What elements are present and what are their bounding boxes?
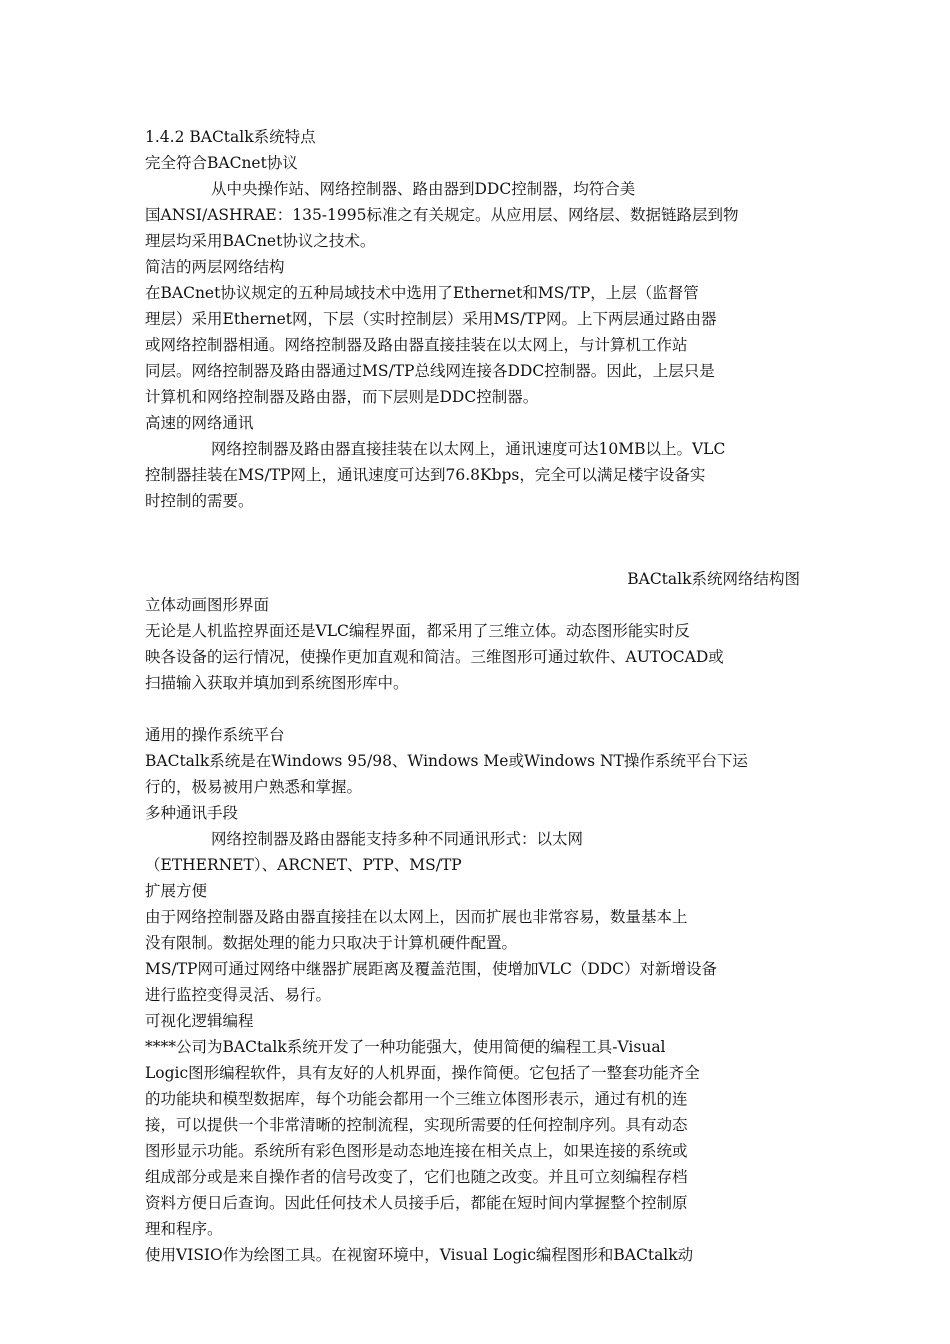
paragraph-line: 网络控制器及路由器直接挂装在以太网上，通讯速度可达10MB以上。VLC (211, 440, 726, 458)
subheading-two-layer-network: 简洁的两层网络结构 (145, 258, 285, 276)
paragraph-line: BACtalk系统是在Windows 95/98、Windows Me或Windows NT操作系统平台下运 (145, 752, 748, 770)
paragraph-line: ****公司为BACtalk系统开发了一种功能强大，使用简便的编程工具-Visual (145, 1038, 666, 1056)
subheading-bacnet-compliance: 完全符合BACnet协议 (145, 154, 298, 172)
paragraph-line: 映各设备的运行情况，使操作更加直观和简洁。三维图形可通过软件、AUTOCAD或 (145, 648, 724, 666)
paragraph-line: 资料方便日后查询。因此任何技术人员接手后，都能在短时间内掌握整个控制原 (145, 1194, 688, 1212)
paragraph-line: 从中央操作站、网络控制器、路由器到DDC控制器，均符合美 (211, 180, 636, 198)
paragraph-line: 进行监控变得灵活、易行。 (145, 986, 332, 1004)
paragraph-line: 行的，极易被用户熟悉和掌握。 (145, 778, 363, 796)
paragraph-line: 没有限制。数据处理的能力只取决于计算机硬件配置。 (145, 934, 518, 952)
paragraph-line: 或网络控制器相通。网络控制器及路由器直接挂装在以太网上，与计算机工作站 (145, 336, 688, 354)
paragraph-line: Logic图形编程软件，具有友好的人机界面，操作简便。它包括了一整套功能齐全 (145, 1064, 700, 1082)
paragraph-line: 网络控制器及路由器能支持多种不同通讯形式：以太网 (211, 830, 584, 848)
paragraph-line: 理和程序。 (145, 1220, 223, 1238)
paragraph-line: 无论是人机监控界面还是VLC编程界面，都采用了三维立体。动态图形能实时反 (145, 622, 690, 640)
paragraph-line: MS/TP网可通过网络中继器扩展距离及覆盖范围，使增加VLC（DDC）对新增设备 (145, 960, 718, 978)
subheading-3d-interface: 立体动画图形界面 (145, 596, 270, 614)
subheading-high-speed-comm: 高速的网络通讯 (145, 414, 254, 432)
figure-caption: BACtalk系统网络结构图 (627, 570, 800, 588)
paragraph-line: 时控制的需要。 (145, 492, 254, 510)
paragraph-line: 计算机和网络控制器及路由器，而下层则是DDC控制器。 (145, 388, 539, 406)
subheading-visual-logic: 可视化逻辑编程 (145, 1012, 254, 1030)
paragraph-line: 的功能块和模型数据库，每个功能会都用一个三维立体图形表示，通过有机的连 (145, 1090, 688, 1108)
section-heading-features: 1.4.2 BACtalk系统特点 (145, 128, 316, 146)
paragraph-line: 组成部分或是来自操作者的信号改变了，它们也随之改变。并且可立刻编程存档 (145, 1168, 688, 1186)
subheading-comm-methods: 多种通讯手段 (145, 804, 239, 822)
paragraph-line: 扫描输入获取并填加到系统图形库中。 (145, 674, 409, 692)
paragraph-line: 图形显示功能。系统所有彩色图形是动态地连接在相关点上，如果连接的系统或 (145, 1142, 688, 1160)
paragraph-line: 使用VISIO作为绘图工具。在视窗环境中，Visual Logic编程图形和BACtalk动 (145, 1246, 694, 1264)
paragraph-line: 由于网络控制器及路由器直接挂在以太网上，因而扩展也非常容易，数量基本上 (145, 908, 688, 926)
paragraph-line: 理层均采用BACnet协议之技术。 (145, 232, 376, 250)
paragraph-line: 理层）采用Ethernet网，下层（实时控制层）采用MS/TP网。上下两层通过路由器 (145, 310, 717, 328)
document-page (145, 0, 810, 1268)
paragraph-line: 控制器挂装在MS/TP网上，通讯速度可达到76.8Kbps，完全可以满足楼宇设备实 (145, 466, 706, 484)
paragraph-line: （ETHERNET）、ARCNET、PTP、MS/TP (145, 856, 462, 874)
subheading-os-platform: 通用的操作系统平台 (145, 726, 285, 744)
paragraph-line: 国ANSI/ASHRAE：135-1995标准之有关规定。从应用层、网络层、数据链路层到物 (145, 206, 739, 224)
paragraph-line: 接，可以提供一个非常清晰的控制流程，实现所需要的任何控制序列。具有动态 (145, 1116, 688, 1134)
paragraph-line: 在BACnet协议规定的五种局域技术中选用了Ethernet和MS/TP，上层（监督管 (145, 284, 699, 302)
paragraph-line: 同层。网络控制器及路由器通过MS/TP总线网连接各DDC控制器。因此，上层只是 (145, 362, 715, 380)
subheading-easy-expansion: 扩展方便 (145, 882, 208, 900)
